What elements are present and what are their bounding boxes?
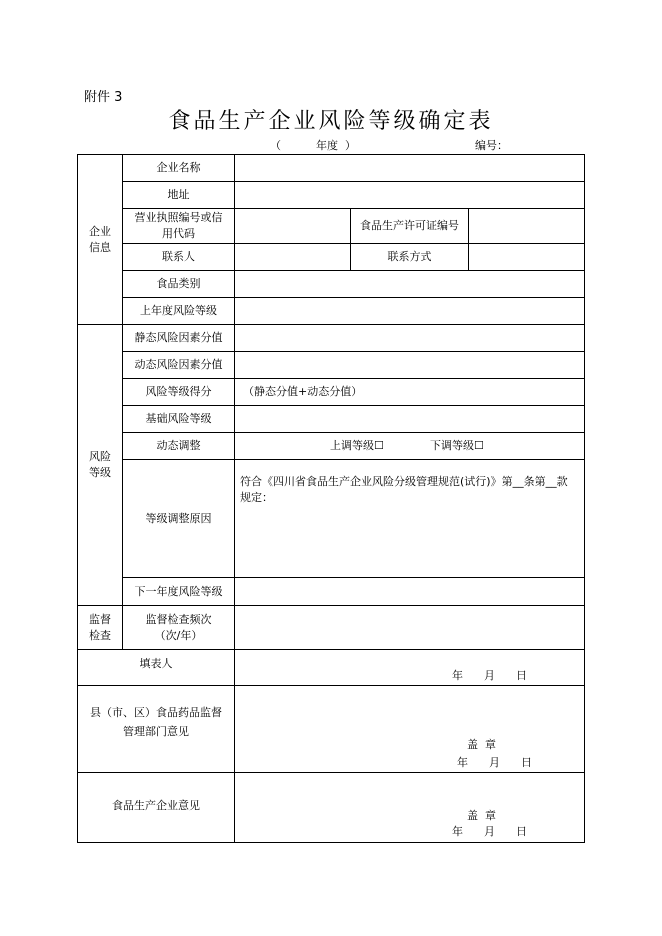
address-field[interactable] bbox=[234, 181, 585, 209]
risk-group-label: 风险 等级 bbox=[77, 324, 123, 606]
enterprise-name-label: 企业名称 bbox=[122, 154, 235, 182]
adjust-down-checkbox[interactable]: 下调等级☐ bbox=[430, 439, 484, 452]
next-year-level-field[interactable] bbox=[234, 577, 585, 606]
page-title: 食品生产企业风险等级确定表 bbox=[168, 109, 494, 134]
production-permit-field[interactable] bbox=[468, 208, 585, 244]
food-category-label: 食品类别 bbox=[122, 270, 235, 298]
dynamic-adjust-label: 动态调整 bbox=[122, 432, 235, 460]
last-year-level-field[interactable] bbox=[234, 297, 585, 325]
county-opinion-label: 县（市、区）食品药品监督 管理部门意见 bbox=[77, 685, 235, 773]
contact-person-label: 联系人 bbox=[122, 243, 235, 271]
number-label: 编号： bbox=[475, 139, 508, 152]
supervision-group-label: 监督 检查 bbox=[77, 605, 123, 650]
enterprise-date: 年 月 日 bbox=[452, 825, 527, 838]
base-level-field[interactable] bbox=[234, 405, 585, 433]
static-score-field[interactable] bbox=[234, 324, 585, 352]
dynamic-adjust-field bbox=[234, 432, 585, 460]
last-year-level-label: 上年度风险等级 bbox=[122, 297, 235, 325]
county-seal: 盖 章 bbox=[467, 738, 496, 751]
filler-field[interactable] bbox=[234, 649, 585, 686]
level-score-field[interactable]: （静态分值+动态分值） bbox=[234, 378, 585, 406]
license-code-field[interactable] bbox=[234, 208, 351, 244]
enterprise-opinion-label: 食品生产企业意见 bbox=[77, 772, 235, 843]
static-score-label: 静态风险因素分值 bbox=[122, 324, 235, 352]
adjust-reason-label: 等级调整原因 bbox=[122, 459, 235, 578]
year-label: （ 年度 ） bbox=[270, 139, 356, 152]
address-label: 地址 bbox=[122, 181, 235, 209]
filler-label: 填表人 bbox=[77, 649, 235, 686]
food-category-field[interactable] bbox=[234, 270, 585, 298]
enterprise-group-label: 企业 信息 bbox=[77, 154, 123, 325]
attachment-label: 附件 3 bbox=[84, 90, 123, 105]
contact-method-label: 联系方式 bbox=[350, 243, 469, 271]
inspection-frequency-field[interactable] bbox=[234, 605, 585, 650]
enterprise-seal: 盖 章 bbox=[467, 809, 496, 822]
next-year-level-label: 下一年度风险等级 bbox=[122, 577, 235, 606]
contact-person-field[interactable] bbox=[234, 243, 351, 271]
county-opinion-field[interactable] bbox=[234, 685, 585, 773]
adjust-reason-text: 符合《四川省食品生产企业风险分级管理规范(试行)》第__条第__款规定： bbox=[240, 475, 568, 504]
adjust-up-checkbox[interactable]: 上调等级☐ bbox=[330, 439, 384, 452]
county-date: 年 月 日 bbox=[457, 756, 532, 769]
enterprise-opinion-field[interactable] bbox=[234, 772, 585, 843]
inspection-frequency-label: 监督检查频次 （次/年） bbox=[122, 605, 235, 650]
license-code-label: 营业执照编号或信 用代码 bbox=[122, 208, 235, 244]
level-score-label: 风险等级得分 bbox=[122, 378, 235, 406]
production-permit-label: 食品生产许可证编号 bbox=[350, 208, 469, 244]
dynamic-score-label: 动态风险因素分值 bbox=[122, 351, 235, 379]
contact-method-field[interactable] bbox=[468, 243, 585, 271]
enterprise-name-field[interactable] bbox=[234, 154, 585, 182]
base-level-label: 基础风险等级 bbox=[122, 405, 235, 433]
filler-date: 年 月 日 bbox=[452, 669, 527, 682]
dynamic-score-field[interactable] bbox=[234, 351, 585, 379]
